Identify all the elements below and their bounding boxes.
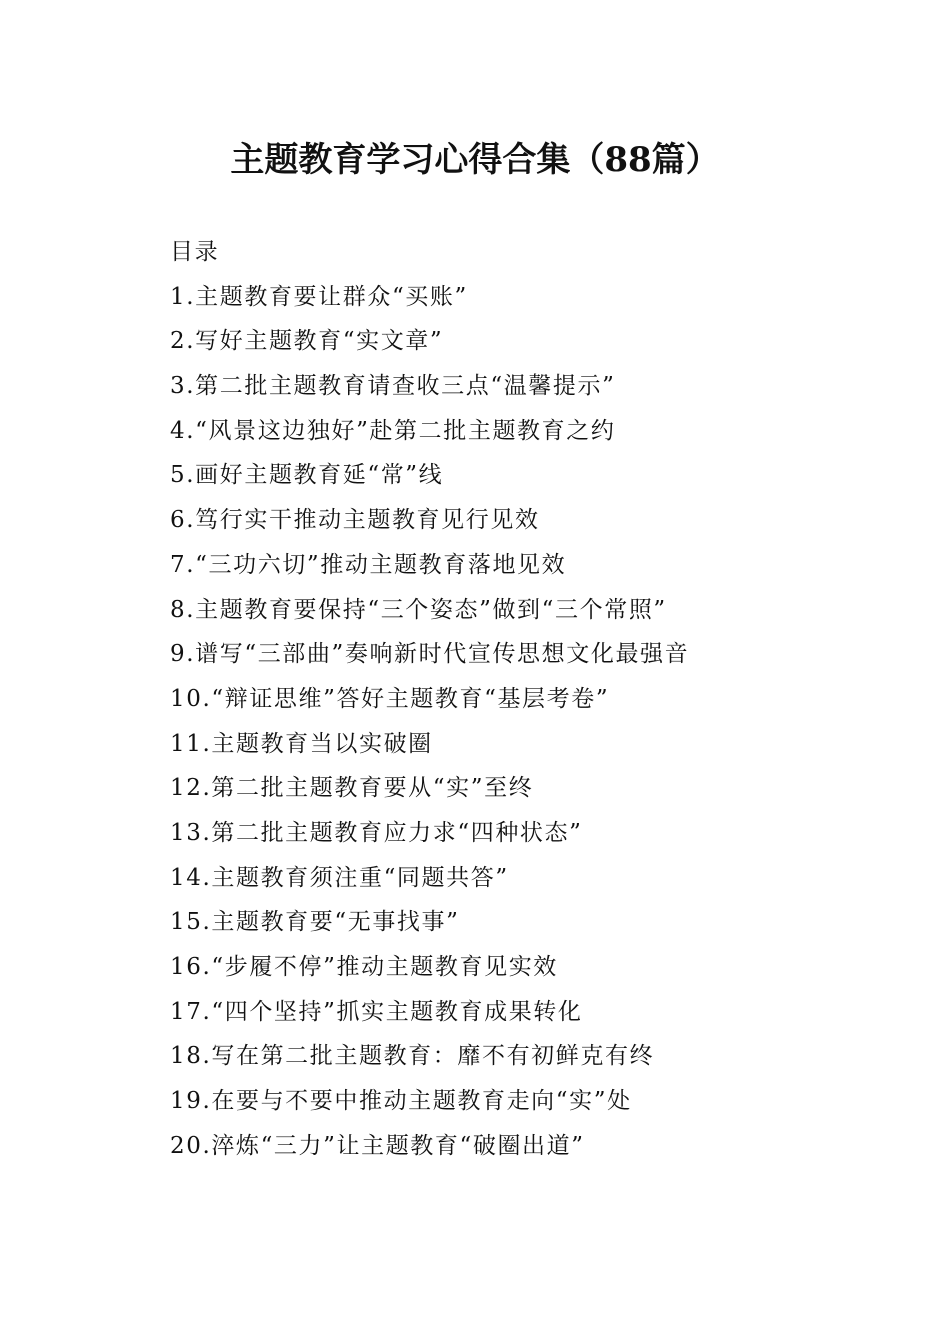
toc-item-9: 9.谱写“三部曲”奏响新时代宣传思想文化最强音: [170, 641, 690, 668]
table-of-contents: [170, 230, 890, 1168]
toc-item-18: 18.写在第二批主题教育：靡不有初鲜克有终: [170, 1043, 655, 1070]
toc-item-7: 7.“三功六切”推动主题教育落地见效: [170, 551, 567, 578]
toc-item-5: 5.画好主题教育延“常”线: [170, 462, 444, 489]
toc-item-8: 8.主题教育要保持“三个姿态”做到“三个常照”: [170, 596, 667, 623]
toc-item-13: 13.第二批主题教育应力求“四种状态”: [170, 819, 583, 846]
toc-item-19: 19.在要与不要中推动主题教育走向“实”处: [170, 1088, 632, 1115]
toc-heading: 目录: [170, 239, 220, 265]
toc-item-4: 4.“风景这边独好”赴第二批主题教育之约: [170, 417, 616, 444]
toc-item-3: 3.第二批主题教育请查收三点“温馨提示”: [170, 373, 616, 400]
toc-item-1: 1.主题教育要让群众“买账”: [170, 283, 468, 310]
toc-item-12: 12.第二批主题教育要从“实”至终: [170, 775, 534, 802]
toc-item-6: 6.笃行实干推动主题教育见行见效: [170, 507, 540, 534]
toc-item-15: 15.主题教育要“无事找事”: [170, 909, 460, 936]
toc-item-16: 16.“步履不停”推动主题教育见实效: [170, 954, 558, 980]
toc-item-17: 17.“四个坚持”抓实主题教育成果转化: [170, 998, 583, 1025]
document-title: 主题教育学习心得合集（88篇）: [230, 140, 720, 180]
toc-item-2: 2.写好主题教育“实文章”: [170, 328, 444, 355]
toc-item-14: 14.主题教育须注重“同题共答”: [170, 864, 509, 891]
toc-list: [170, 275, 890, 1169]
toc-item-10: 10.“辩证思维”答好主题教育“基层考卷”: [170, 685, 610, 712]
toc-item-20: 20.淬炼“三力”让主题教育“破圈出道”: [170, 1132, 585, 1159]
toc-item-11: 11.主题教育当以实破圈: [170, 730, 433, 757]
